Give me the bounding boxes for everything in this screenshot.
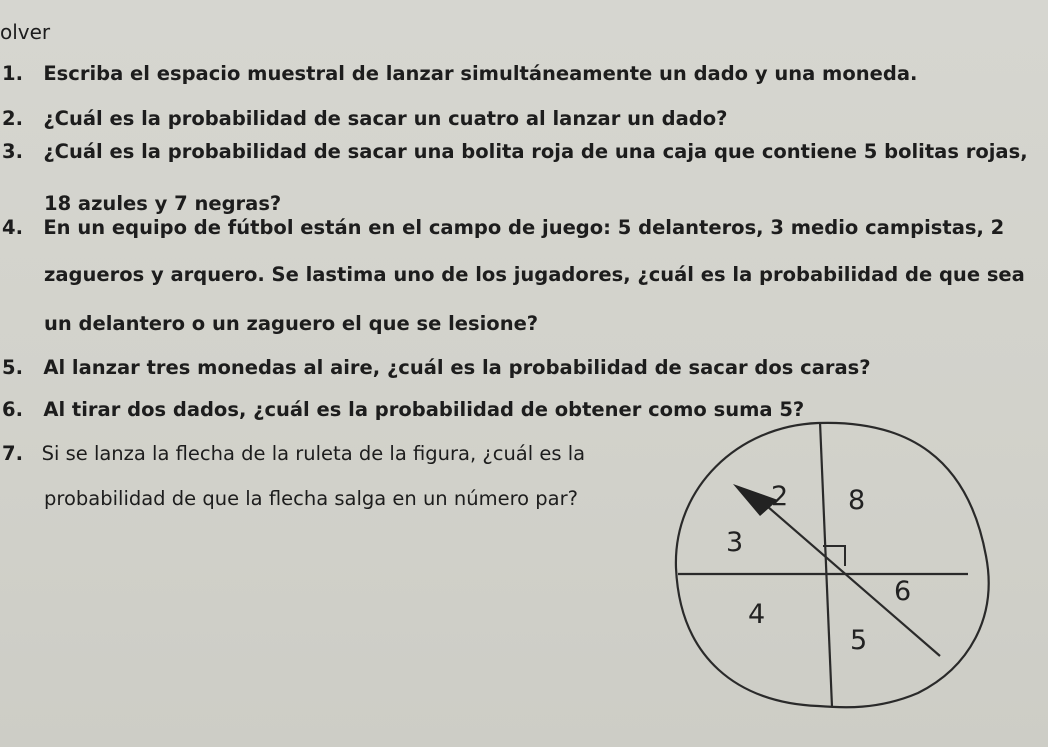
roulette-circle bbox=[676, 423, 989, 707]
question-7-continuation: probabilidad de que la flecha salga en un número par? bbox=[44, 487, 578, 510]
question-number: 2. bbox=[2, 107, 23, 130]
question-3-continuation: 18 azules y 7 negras? bbox=[44, 192, 282, 215]
question-number: 4. bbox=[2, 216, 23, 239]
question-3 bbox=[2, 140, 1028, 164]
roulette-figure bbox=[668, 418, 1048, 747]
header-partial-word: olver bbox=[0, 20, 51, 44]
sector-label: 6 bbox=[894, 576, 912, 607]
question-5 bbox=[2, 356, 871, 380]
question-number: 1. bbox=[2, 62, 23, 85]
question-text: Escriba el espacio muestral de lanzar simultáneamente un dado y una moneda. bbox=[43, 62, 918, 85]
sector-label: 3 bbox=[726, 527, 744, 558]
question-4 bbox=[2, 216, 1004, 240]
question-number: 6. bbox=[2, 398, 23, 421]
question-text: Si se lanza la flecha de la ruleta de la figura, ¿cuál es la bbox=[41, 442, 586, 465]
sector-label: 2 bbox=[771, 481, 789, 512]
question-2 bbox=[2, 107, 727, 131]
question-4-continuation-2: un delantero o un zaguero el que se lesione? bbox=[44, 312, 539, 335]
question-text: ¿Cuál es la probabilidad de sacar un cuatro al lanzar un dado? bbox=[43, 107, 728, 130]
question-7 bbox=[2, 442, 585, 466]
question-text: En un equipo de fútbol están en el campo de juego: 5 delanteros, 3 medio campistas, 2 bbox=[43, 216, 1005, 239]
sector-label: 8 bbox=[848, 485, 866, 516]
sector-label: 4 bbox=[748, 599, 766, 630]
question-1 bbox=[2, 62, 917, 86]
question-text: ¿Cuál es la probabilidad de sacar una bolita roja de una caja que contiene 5 bolitas rojas, bbox=[43, 140, 1028, 163]
question-text: Al tirar dos dados, ¿cuál es la probabilidad de obtener como suma 5? bbox=[43, 398, 805, 421]
question-4-continuation-1: zagueros y arquero. Se lastima uno de los jugadores, ¿cuál es la probabilidad de que sea bbox=[44, 263, 1025, 286]
question-number: 7. bbox=[2, 442, 23, 465]
question-text: Al lanzar tres monedas al aire, ¿cuál es la probabilidad de sacar dos caras? bbox=[43, 356, 871, 379]
question-number: 3. bbox=[2, 140, 23, 163]
question-number: 5. bbox=[2, 356, 23, 379]
sector-label: 5 bbox=[850, 625, 868, 656]
roulette-vertical-divider bbox=[820, 422, 832, 707]
